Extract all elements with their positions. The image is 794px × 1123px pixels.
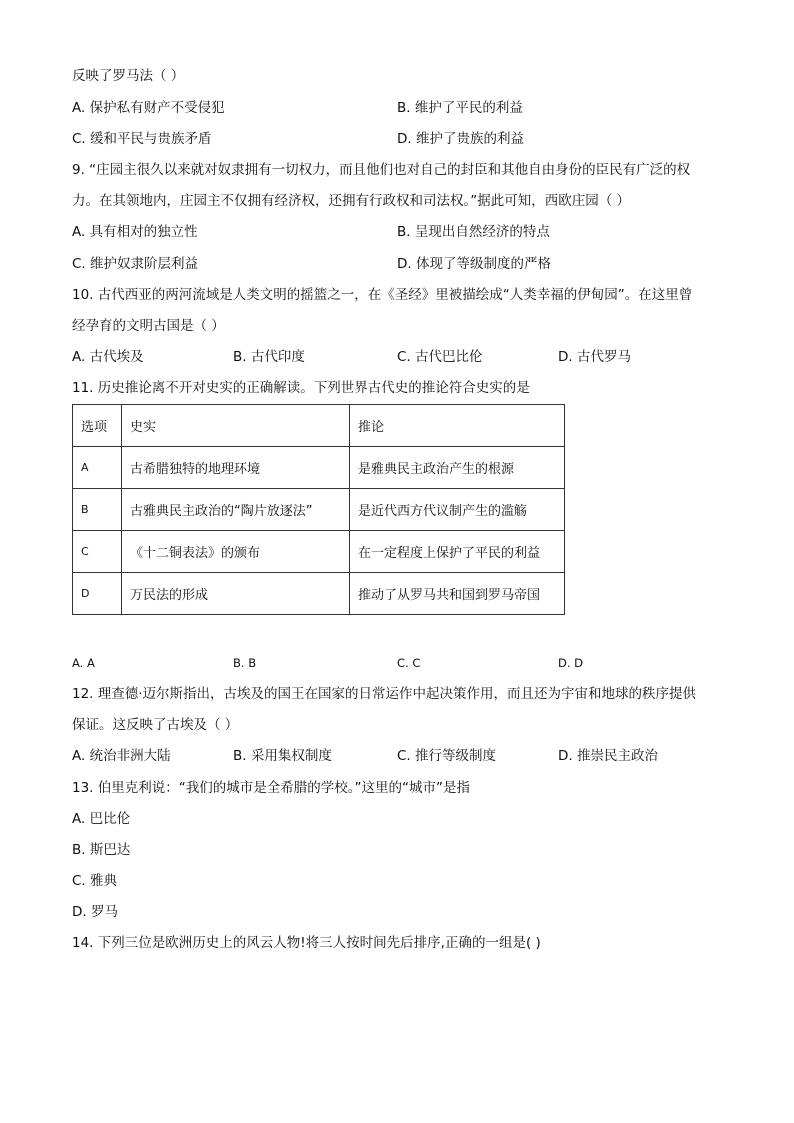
q8-option-c: C. 缓和平民与贵族矛盾 (72, 131, 212, 147)
table-cell-inference: 推动了从罗马共和国到罗马帝国 (350, 573, 565, 615)
q9-option-b: B. 呈现出自然经济的特点 (397, 224, 550, 240)
q11-option-d: D. D (558, 656, 584, 670)
q10-stem-line2: 经孕育的文明古国是（ ） (72, 318, 225, 334)
q11-table (72, 404, 565, 615)
q12-option-d: D. 推崇民主政治 (558, 748, 658, 764)
table-cell-option: C (73, 531, 122, 573)
q8-option-a: A. 保护私有财产不受侵犯 (72, 100, 225, 116)
table-cell-inference: 在一定程度上保护了平民的利益 (350, 531, 565, 573)
table-header-option: 选项 (73, 405, 122, 447)
table-cell-option: A (73, 447, 122, 489)
table-row (73, 573, 565, 615)
q10-option-a: A. 古代埃及 (72, 349, 144, 365)
q12-option-a: A. 统治非洲大陆 (72, 748, 171, 764)
q9-option-c: C. 维护奴隶阶层利益 (72, 256, 199, 272)
table-cell-fact: 古希腊独特的地理环境 (122, 447, 350, 489)
table-row (73, 489, 565, 531)
table-header-row (73, 405, 565, 447)
q10-option-b: B. 古代印度 (233, 349, 305, 365)
q12-stem-line1: 12. 理查德·迈尔斯指出，古埃及的国王在国家的日常运作中起决策作用，而且还为宇宙和地球的秩序提供 (72, 686, 697, 702)
table-cell-fact: 《十二铜表法》的颁布 (122, 531, 350, 573)
q9-option-d: D. 体现了等级制度的严格 (397, 256, 551, 272)
q10-stem-line1: 10. 古代西亚的两河流域是人类文明的摇篮之一，在《圣经》里被描绘成“人类幸福的伊甸园”。在这里曾 (72, 287, 693, 303)
q8-option-d: D. 维护了贵族的利益 (397, 131, 524, 147)
table-cell-inference: 是雅典民主政治产生的根源 (350, 447, 565, 489)
q13-option-c: C. 雅典 (72, 873, 118, 889)
q12-option-b: B. 采用集权制度 (233, 748, 332, 764)
q14-stem: 14. 下列三位是欧洲历史上的风云人物!将三人按时间先后排序,正确的一组是( ) (72, 935, 541, 951)
q11-option-c: C. C (397, 656, 421, 670)
table-cell-option: B (73, 489, 122, 531)
table-cell-inference: 是近代西方代议制产生的滥觞 (350, 489, 565, 531)
table-row (73, 447, 565, 489)
q11-stem: 11. 历史推论离不开对史实的正确解读。下列世界古代史的推论符合史实的是 (72, 380, 530, 396)
q9-option-a: A. 具有相对的独立性 (72, 224, 198, 240)
q11-option-b: B. B (233, 656, 257, 670)
q8-option-b: B. 维护了平民的利益 (397, 100, 523, 116)
q13-option-a: A. 巴比伦 (72, 811, 131, 827)
table-cell-option: D (73, 573, 122, 615)
table-row (73, 531, 565, 573)
q9-stem-line2: 力。在其领地内，庄园主不仅拥有经济权，还拥有行政权和司法权。”据此可知，西欧庄园（ ） (72, 193, 631, 209)
q12-option-c: C. 推行等级制度 (397, 748, 497, 764)
q12-stem-line2: 保证。这反映了古埃及（ ） (72, 717, 239, 733)
table-header-fact: 史实 (122, 405, 350, 447)
q11-option-a: A. A (72, 656, 95, 670)
q9-stem-line1: 9. “庄园主很久以来就对奴隶拥有一切权力，而且他们也对自己的封臣和其他自由身份的臣民有广泛的权 (72, 162, 691, 178)
q13-stem: 13. 伯里克利说：“我们的城市是全希腊的学校。”这里的“城市”是指 (72, 780, 470, 796)
q10-option-c: C. 古代巴比伦 (397, 349, 483, 365)
q13-option-b: B. 斯巴达 (72, 842, 131, 858)
table-header-inference: 推论 (350, 405, 565, 447)
q10-option-d: D. 古代罗马 (558, 349, 631, 365)
q13-option-d: D. 罗马 (72, 904, 118, 920)
table-cell-fact: 万民法的形成 (122, 573, 350, 615)
q8-tail: 反映了罗马法（ ） (72, 68, 185, 84)
table-cell-fact: 古雅典民主政治的“陶片放逐法” (122, 489, 350, 531)
